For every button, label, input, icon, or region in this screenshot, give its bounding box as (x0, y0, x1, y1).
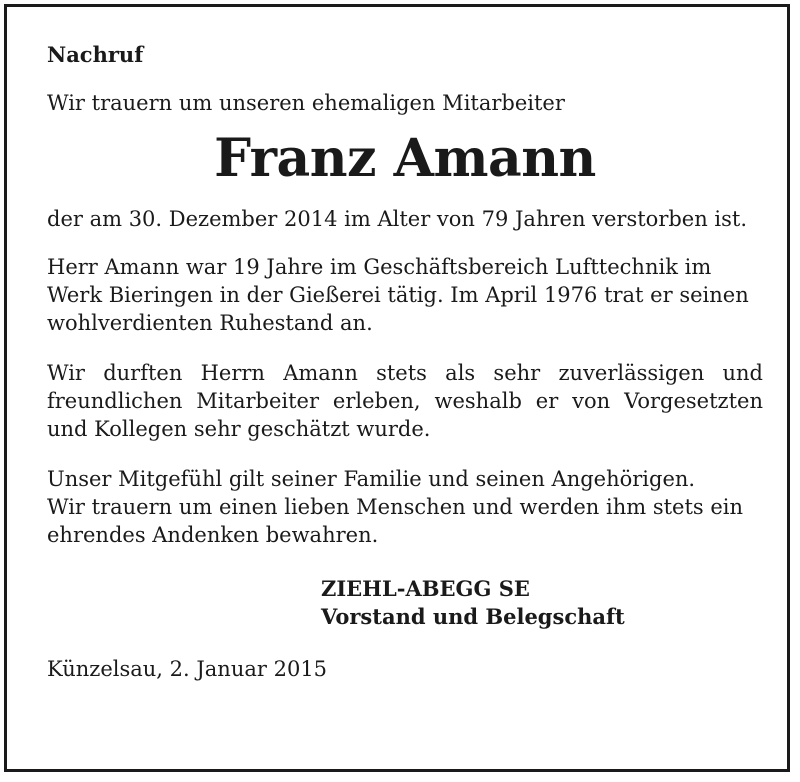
career-line: wohlverdienten Ruhestand an. (47, 311, 373, 335)
sympathy-line: Wir trauern um einen lieben Menschen und werden ihm stets ein (47, 495, 744, 519)
sympathy-line: ehrendes Andenken bewahren. (47, 523, 379, 547)
obituary-frame (4, 4, 790, 772)
sympathy-paragraph (47, 465, 763, 549)
praise-paragraph: Wir durften Herrn Amann stets als sehr zuverlässigen und freundlichen Mitarbeiter erleben, weshalb er von Vorgesetzten und Kollegen sehr geschätzt wurde. (47, 361, 763, 441)
career-line: Werk Bieringen in der Gießerei tätig. Im April 1976 trat er seinen (47, 283, 749, 307)
signature-block (321, 575, 763, 631)
deceased-name: Franz Amann (214, 128, 596, 189)
career-line: Herr Amann war 19 Jahre im Geschäftsbereich Lufttechnik im (47, 255, 712, 279)
death-line: der am 30. Dezember 2014 im Alter von 79 Jahren verstorben ist. (47, 207, 748, 231)
obituary-content (47, 41, 763, 683)
sympathy-line: Unser Mitgefühl gilt seiner Familie und seinen Angehörigen. (47, 467, 696, 491)
signature-group: Vorstand und Belegschaft (321, 604, 625, 629)
signature-company: ZIEHL-ABEGG SE (321, 576, 530, 601)
career-paragraph (47, 253, 763, 337)
place-date: Künzelsau, 2. Januar 2015 (47, 657, 328, 681)
intro-line: Wir trauern um unseren ehemaligen Mitarbeiter (47, 91, 565, 115)
obituary-heading: Nachruf (47, 42, 144, 67)
